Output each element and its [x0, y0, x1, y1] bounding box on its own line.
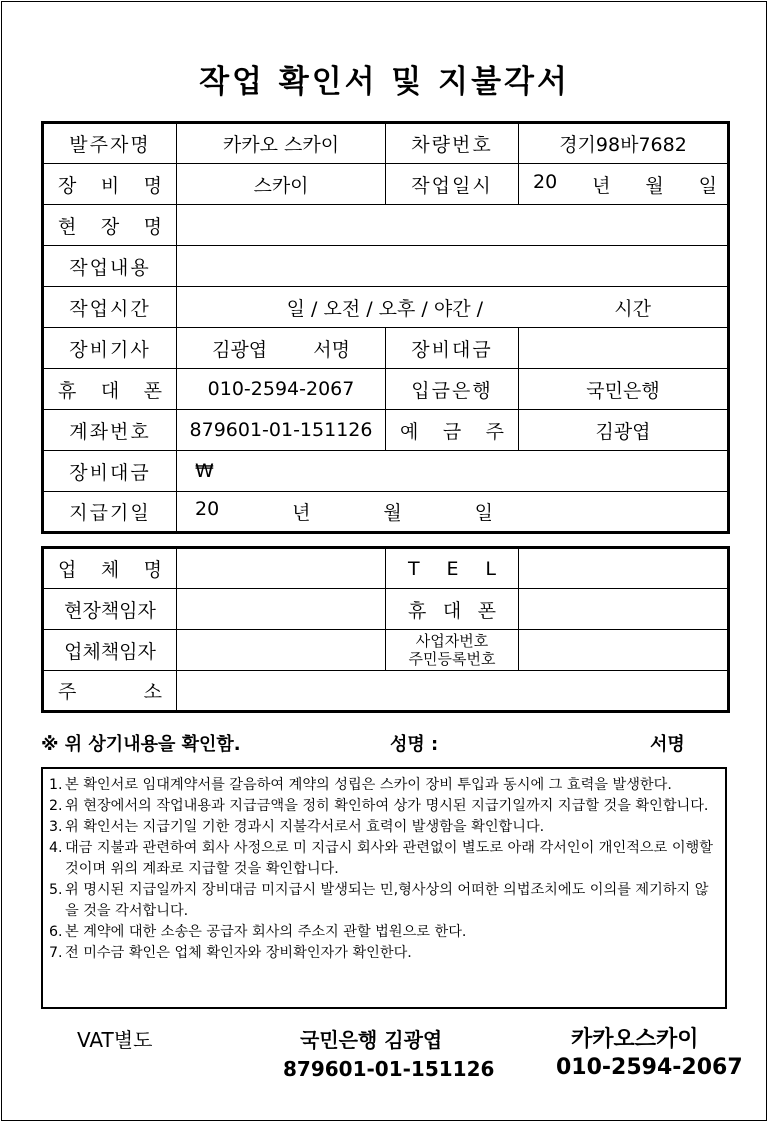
footer-bank-name: 국민은행 김광엽 [300, 1028, 443, 1052]
table-row [43, 451, 729, 492]
list-item: 7. 전 미수금 확인은 업체 확인자와 장비확인자가 확인한다. [49, 945, 412, 961]
mobile-label: 휴 대 폰 [386, 589, 519, 630]
company-info-table [41, 546, 730, 713]
table-row [43, 287, 729, 328]
equipment-value[interactable]: 스카이 [177, 164, 386, 205]
list-item: 5. 위 명시된 지급일까지 장비대금 미지급시 발생되는 민,형사상의 어떠한 의법조치에도 이의를 제기하지 않을 것을 각서합니다. [49, 882, 709, 919]
tel-label: T E L [386, 548, 519, 589]
holder-value[interactable]: 김광엽 [519, 410, 729, 451]
table-row [43, 369, 729, 410]
table-row [43, 492, 729, 533]
site-label: 현 장 명 [43, 205, 177, 246]
paydate-value[interactable]: 20 년 월 일 [177, 492, 729, 533]
time-label: 작업시간 [43, 287, 177, 328]
phone-value[interactable]: 010-2594-2067 [177, 369, 386, 410]
footer-account: 879601-01-151126 [283, 1057, 495, 1081]
engineer-name: 김광엽 [212, 338, 268, 361]
vehicle-value[interactable]: 경기98바7682 [519, 123, 729, 164]
table-row [43, 589, 729, 630]
work-info-table [41, 121, 730, 534]
footer-vat: VAT별도 [77, 1028, 153, 1052]
site-manager-label: 현장책임자 [43, 589, 177, 630]
bizno-value[interactable] [519, 630, 729, 671]
mobile-value[interactable] [519, 589, 729, 630]
vehicle-label: 차량번호 [386, 123, 519, 164]
account-value[interactable]: 879601-01-151126 [177, 410, 386, 451]
list-item: 2. 위 현장에서의 작업내용과 지급금액을 정히 확인하여 상가 명시된 지급기일까지 지급할 것을 확인합니다. [49, 798, 709, 814]
list-item: 1. 본 확인서로 임대계약서를 갈음하여 계약의 성립은 스카이 장비 투입과 동시에 그 효력을 발생한다. [49, 777, 672, 793]
paydate-label: 지급기일 [43, 492, 177, 533]
list-item: 3. 위 확인서는 지급기일 기한 경과시 지불각서로서 효력이 발생함을 확인합니다. [49, 819, 545, 835]
orderer-value[interactable]: 카카오 스카이 [177, 123, 386, 164]
fee-label: 장비대금 [386, 328, 519, 369]
confirm-text: ※ 위 상기내용을 확인함. [41, 734, 241, 755]
fee-value[interactable] [519, 328, 729, 369]
bank-label: 입금은행 [386, 369, 519, 410]
table-row [43, 246, 729, 287]
content-value[interactable] [177, 246, 729, 287]
table-row [43, 123, 729, 164]
workdate-label: 작업일시 [386, 164, 519, 205]
table-row [43, 205, 729, 246]
amount-label: 장비대금 [43, 451, 177, 492]
site-value[interactable] [177, 205, 729, 246]
company-manager-label: 업체책임자 [43, 630, 177, 671]
tel-value[interactable] [519, 548, 729, 589]
document-title: 작업 확인서 및 지불각서 [199, 64, 570, 100]
company-label: 업 체 명 [43, 548, 177, 589]
bizno-label: 사업자번호 주민등록번호 [386, 630, 519, 671]
engineer-value[interactable] [177, 328, 386, 369]
content-label: 작업내용 [43, 246, 177, 287]
equipment-label: 장 비 명 [43, 164, 177, 205]
company-value[interactable] [177, 548, 386, 589]
table-row [43, 410, 729, 451]
bank-value[interactable]: 국민은행 [519, 369, 729, 410]
engineer-sign: 서명 [313, 338, 350, 361]
time-value[interactable]: 일 / 오전 / 오후 / 야간 / 시간 [177, 287, 729, 328]
table-row [43, 630, 729, 671]
engineer-label: 장비기사 [43, 328, 177, 369]
address-label: 주 소 [43, 671, 177, 712]
company-manager-value[interactable] [177, 630, 386, 671]
holder-label: 예 금 주 [386, 410, 519, 451]
orderer-label: 발주자명 [43, 123, 177, 164]
footer-phone: 010-2594-2067 [556, 1055, 743, 1080]
site-manager-value[interactable] [177, 589, 386, 630]
table-row [43, 328, 729, 369]
terms-box [41, 767, 727, 1009]
table-row [43, 164, 729, 205]
table-row [43, 548, 729, 589]
address-value[interactable] [177, 671, 729, 712]
terms-list [49, 775, 717, 964]
confirm-name-label: 성명 : [390, 734, 439, 755]
phone-label: 휴 대 폰 [43, 369, 177, 410]
amount-value[interactable]: ₩ [177, 451, 729, 492]
account-label: 계좌번호 [43, 410, 177, 451]
table-row [43, 671, 729, 712]
confirm-sign-label: 서명 [650, 734, 685, 755]
workdate-value[interactable]: 20 년 월 일 [519, 164, 729, 205]
footer-company: 카카오스카이 [571, 1027, 699, 1052]
list-item: 4. 대금 지불과 관련하여 회사 사정으로 미 지급시 회사와 관련없이 별도로 아래 각서인이 개인적으로 이행할 것이며 위의 계좌로 지급할 것을 확인합니다. [49, 840, 713, 877]
list-item: 6. 본 계약에 대한 소송은 공급자 회사의 주소지 관할 법원으로 한다. [49, 924, 467, 940]
